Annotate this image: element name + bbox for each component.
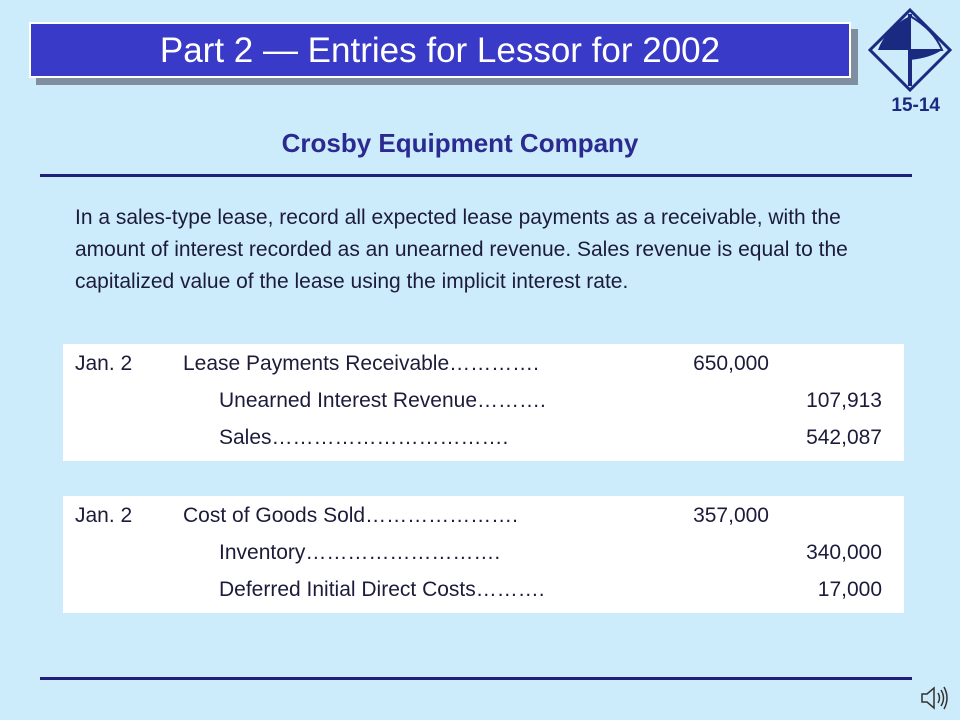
slide-number: 15-14 — [891, 95, 940, 116]
debit-account: Cost of Goods Sold…………………. — [183, 504, 518, 527]
journal-entry-1 — [63, 344, 904, 461]
intro-paragraph: In a sales-type lease, record all expected lease payments as a receivable, with the amount of interest recorded as an unearned revenue. Sales revenue is equal to the capitalized value of the lease using the implicit interest rate. — [75, 206, 848, 293]
credit-amount: 542,087 — [806, 426, 882, 449]
entry-line — [63, 381, 904, 418]
entry-date: Jan. 2 — [75, 352, 133, 375]
speaker-icon[interactable] — [918, 682, 950, 714]
credit-account: Unearned Interest Revenue………. — [219, 389, 546, 412]
credit-amount: 107,913 — [806, 389, 882, 412]
credit-amount: 17,000 — [817, 578, 882, 601]
company-heading: Crosby Equipment Company — [281, 128, 639, 158]
entry-date: Jan. 2 — [75, 504, 133, 527]
entry-line — [63, 418, 904, 455]
credit-account: Sales……………………………. — [219, 426, 509, 449]
entry-line — [63, 570, 904, 607]
divider-bottom — [40, 677, 912, 680]
credit-account: Deferred Initial Direct Costs………. — [219, 578, 545, 601]
divider-top — [40, 174, 912, 177]
publisher-logo-icon — [868, 8, 952, 92]
credit-account: Inventory………………………. — [219, 541, 501, 564]
debit-account: Lease Payments Receivable…………. — [183, 352, 539, 375]
entry-line — [63, 533, 904, 570]
credit-amount: 340,000 — [806, 541, 882, 564]
entry-line — [63, 344, 904, 381]
debit-amount: 650,000 — [693, 352, 769, 375]
debit-amount: 357,000 — [693, 504, 769, 527]
slide-title: Part 2 — Entries for Lessor for 2002 — [29, 22, 851, 78]
journal-entry-2 — [63, 496, 904, 613]
entry-line — [63, 496, 904, 533]
